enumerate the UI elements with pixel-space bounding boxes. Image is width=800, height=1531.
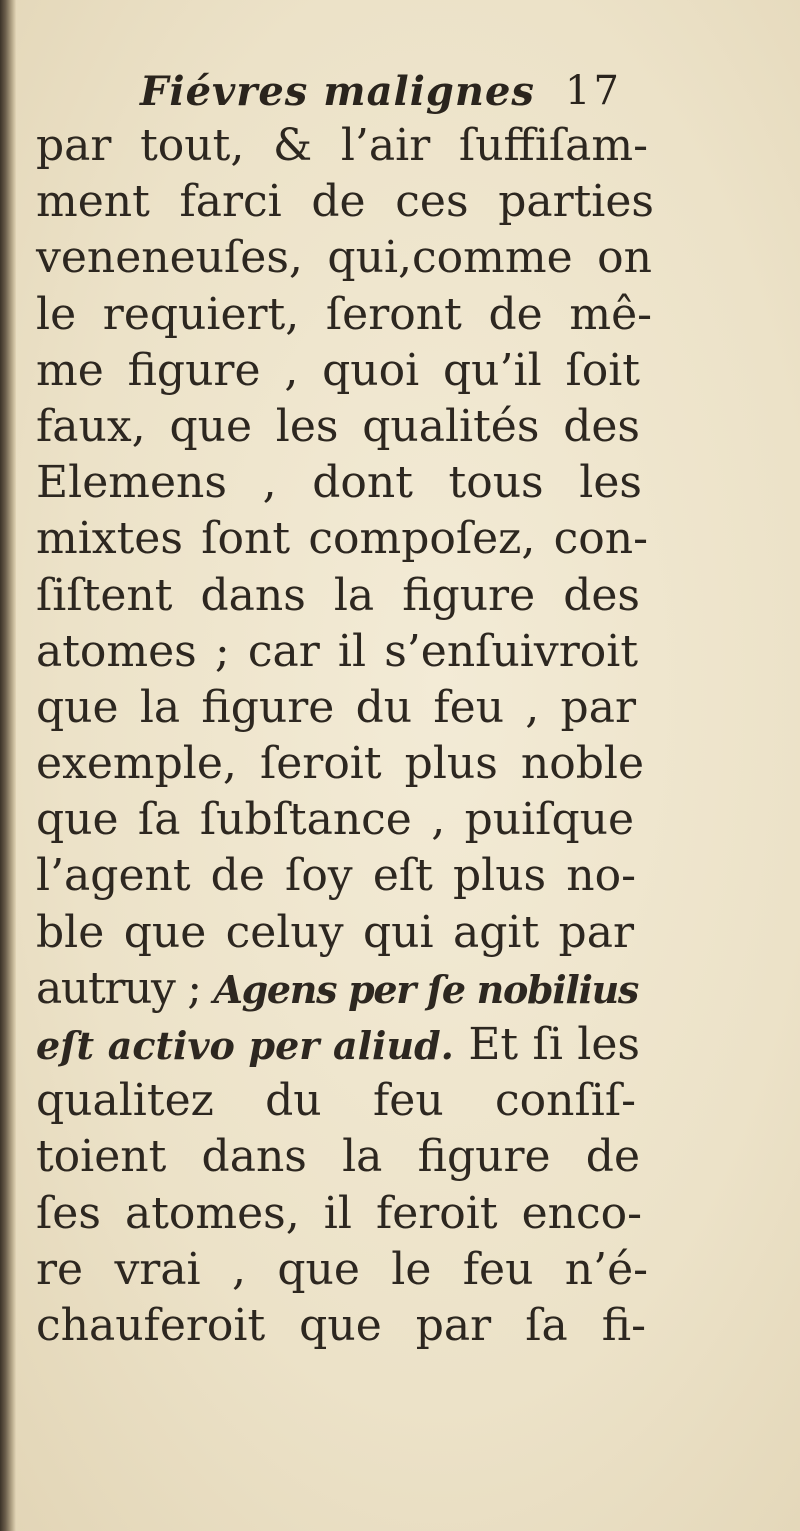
text-line <box>36 680 656 736</box>
text-segment: ment farci de ces parties <box>36 176 654 228</box>
text-line <box>36 568 656 624</box>
text-line <box>36 905 656 961</box>
latin-quotation: Agens per ſe nobilius <box>213 966 638 1012</box>
text-segment: atomes ; car il s’enſuivroit <box>36 625 638 677</box>
text-line <box>36 848 656 904</box>
text-segment: le requiert, ſeront de mê- <box>36 288 652 340</box>
text-segment: re vrai , que le feu n’é- <box>36 1243 648 1295</box>
text-line <box>36 118 656 174</box>
text-segment: veneneuſes, qui,comme on <box>36 232 652 284</box>
text-line <box>36 343 656 399</box>
text-segment: ſes atomes, il feroit enco- <box>36 1187 642 1239</box>
text-line <box>36 792 656 848</box>
text-segment: mixtes ſont compoſez, con- <box>36 513 648 565</box>
page-number: 17 <box>565 68 622 114</box>
text-segment: ſiſtent dans la figure des <box>36 569 640 621</box>
text-segment: faux, que les qualités des <box>36 400 640 452</box>
text-segment: me figure , quoi qu’il ſoit <box>36 344 640 396</box>
text-segment: Et ſi les <box>453 1019 640 1070</box>
text-line <box>36 511 656 567</box>
text-segment: que ſa ſubſtance , puiſque <box>36 794 634 846</box>
text-segment: l’agent de ſoy eſt plus no- <box>36 850 636 902</box>
text-segment: toient dans la figure de <box>36 1131 640 1183</box>
text-line <box>36 1186 656 1242</box>
text-segment: chauferoit que par ſa fi- <box>36 1299 646 1351</box>
text-line <box>36 736 656 792</box>
text-line <box>36 455 656 511</box>
text-line <box>36 1242 656 1298</box>
text-line <box>36 1073 656 1129</box>
text-segment: que la figure du feu , par <box>36 681 636 733</box>
text-segment: ble que celuy qui agit par <box>36 906 634 958</box>
page-gutter-shadow <box>0 0 16 1531</box>
body-text <box>36 118 656 1354</box>
text-segment: qualitez du feu conſiſ- <box>36 1075 636 1127</box>
text-segment: autruy ; <box>36 962 214 1014</box>
text-line <box>36 961 656 1017</box>
text-line <box>36 230 656 286</box>
latin-quotation: eſt activo per aliud. <box>36 1023 454 1068</box>
text-segment: exemple, ſeroit plus noble <box>36 738 644 790</box>
text-line <box>36 399 656 455</box>
text-line <box>36 1017 656 1073</box>
text-line <box>36 287 656 343</box>
text-segment: Elemens , dont tous les <box>36 457 642 509</box>
text-line <box>36 1129 656 1185</box>
running-head-title: Fiévres malignes <box>140 68 535 115</box>
text-line <box>36 1298 656 1354</box>
text-segment: par tout, & l’air ſuffiſam- <box>36 120 648 171</box>
text-line <box>36 174 656 230</box>
text-line <box>36 624 656 680</box>
